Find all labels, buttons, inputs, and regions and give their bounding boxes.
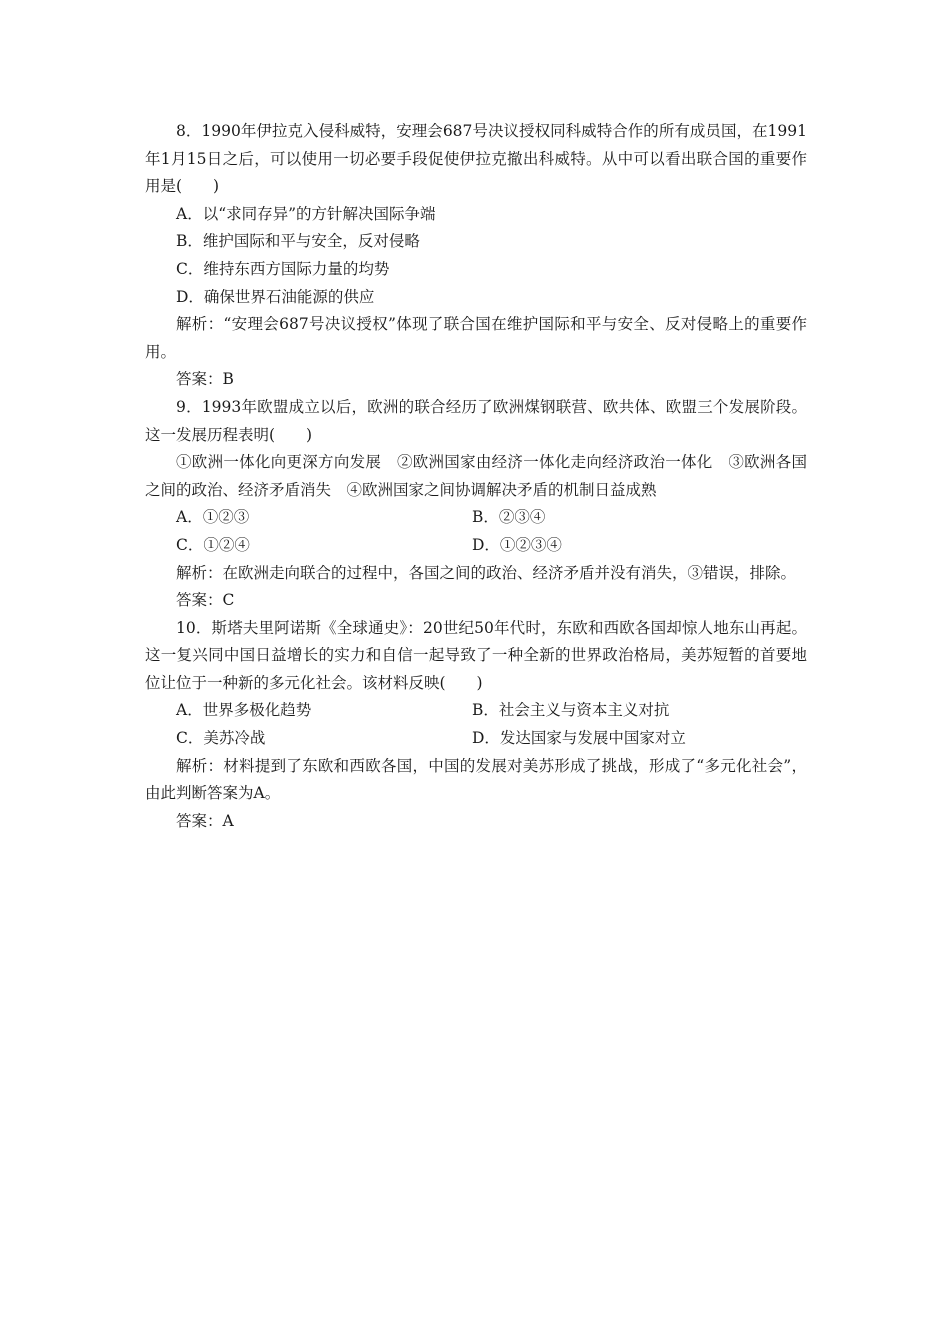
option-b: B．维护国际和平与安全，反对侵略: [176, 232, 420, 251]
option-c: C．维持东西方国际力量的均势: [176, 259, 390, 278]
option-c: C．美苏冷战: [176, 729, 266, 748]
analysis: 解析：材料提到了东欧和西欧各国，中国的发展对美苏形成了挑战，形成了“多元化社会”，由此判断答案为A。: [145, 756, 807, 803]
option-d: D．确保世界石油能源的供应: [176, 287, 375, 306]
option-row: [145, 725, 807, 753]
option-b: B．社会主义与资本主义对抗: [472, 701, 670, 720]
question-stem: 10．斯塔夫里阿诺斯《全球通史》：20世纪50年代时，东欧和西欧各国却惊人地东山再起。这一复兴同中国日益增长的实力和自信一起导致了一种全新的世界政治格局，美苏短暂的首要地位让位于一种新的多元化社会。该材料反映( ): [145, 618, 807, 692]
document-page: [145, 118, 807, 835]
question-8: [145, 118, 807, 394]
option-d: D．发达国家与发展中国家对立: [472, 729, 686, 748]
option-row: [145, 697, 807, 725]
question-9: [145, 394, 807, 615]
option-a: A．以“求同存异”的方针解决国际争端: [176, 204, 436, 223]
answer: 答案：A: [176, 811, 234, 830]
option-row: [145, 532, 807, 560]
answer: 答案：C: [176, 591, 235, 610]
answer: 答案：B: [176, 370, 234, 389]
option-a: A．①②③: [176, 508, 250, 527]
option-a: A．世界多极化趋势: [176, 701, 312, 720]
option-b: B．②③④: [472, 508, 546, 527]
question-stem: 8．1990年伊拉克入侵科威特，安理会687号决议授权同科威特合作的所有成员国，在1991年1月15日之后，可以使用一切必要手段促使伊拉克撤出科威特。从中可以看出联合国的重要作用是( ): [145, 122, 807, 196]
option-row: [145, 504, 807, 532]
option-d: D．①②③④: [472, 535, 562, 554]
analysis: 解析：在欧洲走向联合的过程中，各国之间的政治、经济矛盾并没有消失，③错误，排除。: [176, 563, 797, 582]
question-stem: 9．1993年欧盟成立以后，欧洲的联合经历了欧洲煤钢联营、欧共体、欧盟三个发展阶段。这一发展历程表明( ): [145, 397, 807, 444]
statements: ①欧洲一体化向更深方向发展 ②欧洲国家由经济一体化走向经济政治一体化 ③欧洲各国之间的政治、经济矛盾消失 ④欧洲国家之间协调解决矛盾的机制日益成熟: [145, 453, 807, 499]
option-c: C．①②④: [176, 535, 250, 554]
analysis: 解析：“安理会687号决议授权”体现了联合国在维护国际和平与安全、反对侵略上的重要作用。: [145, 315, 807, 361]
question-10: [145, 615, 807, 836]
